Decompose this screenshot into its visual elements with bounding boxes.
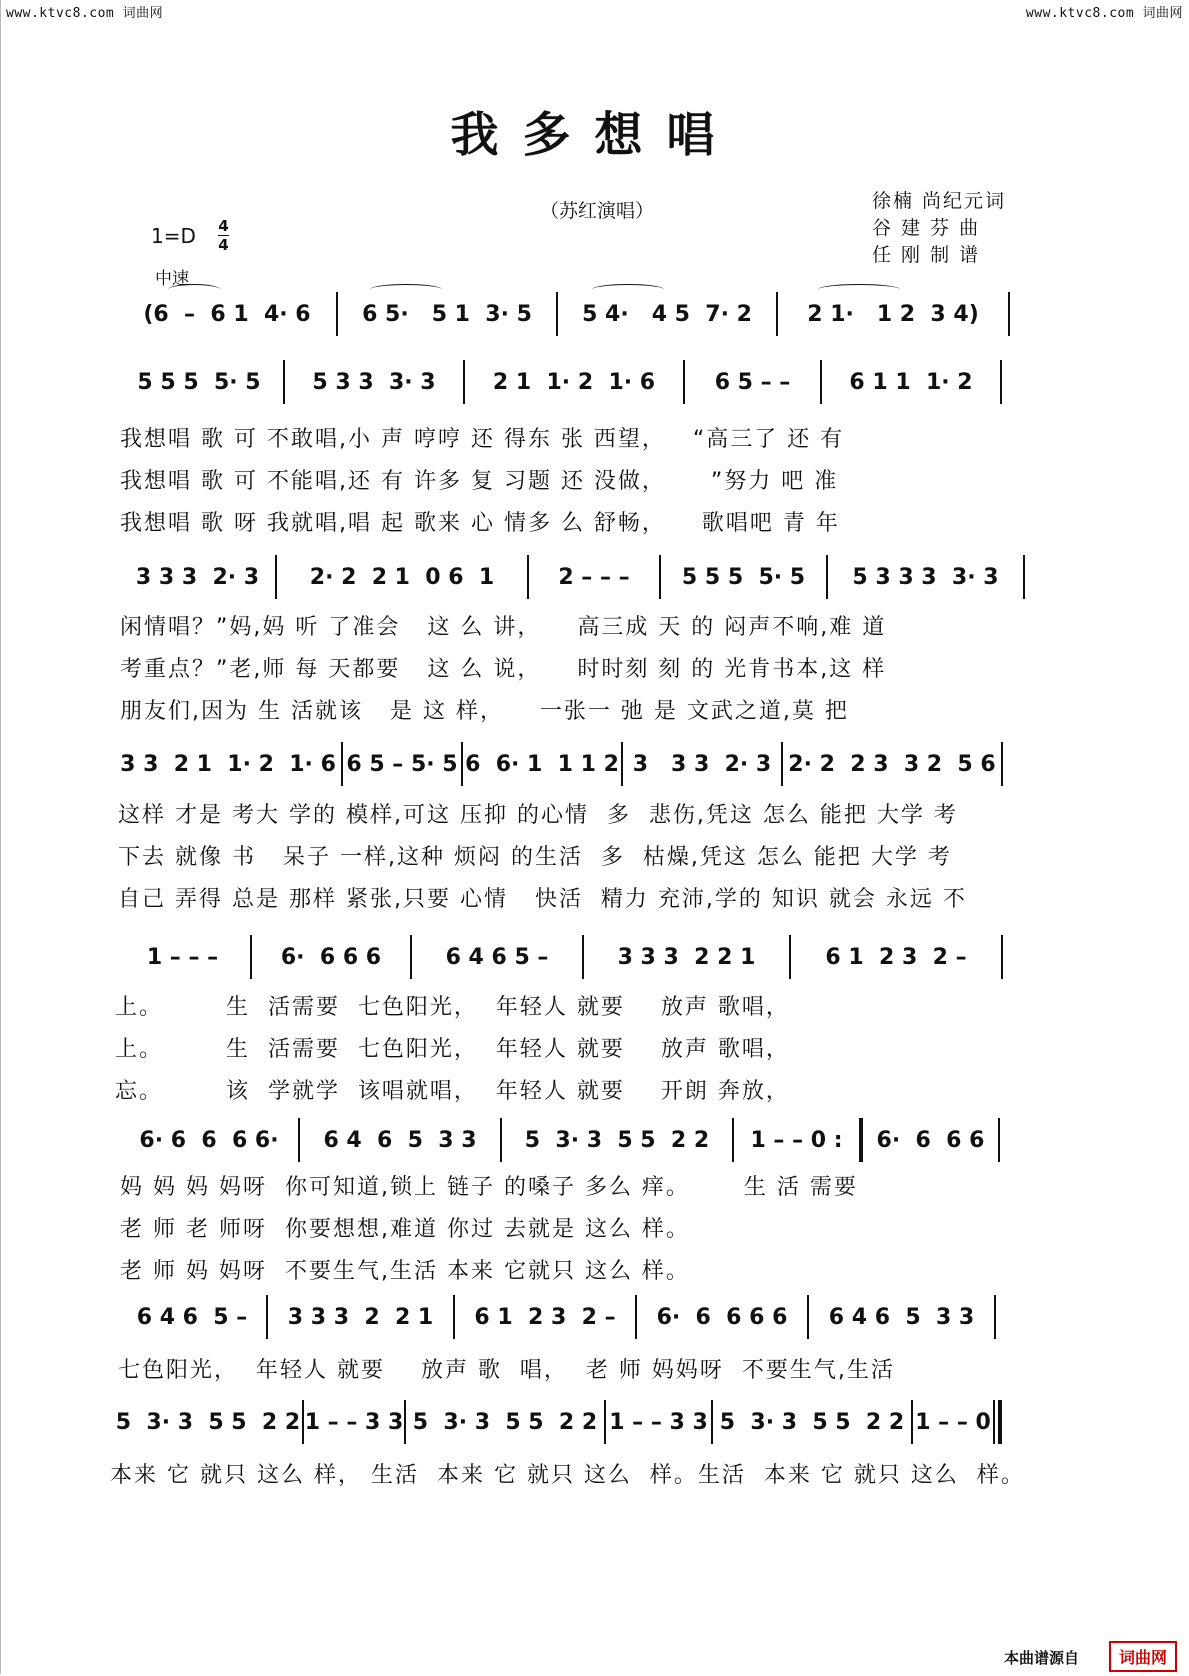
- barline: [1001, 935, 1003, 979]
- slur-mark: [592, 284, 664, 295]
- measure: 5 3· 3 5 5 2 2: [719, 1409, 905, 1435]
- lyric-verse-2: 考重点？”老,师 每 天都要 这 么 说， 时时刻 刻 的 光肯书本,这 样: [120, 657, 887, 682]
- performer: （苏红演唱）: [540, 200, 655, 222]
- lyric-verse-2: 我想唱 歌 可 不能唱,还 有 许多 复 习题 还 没做， ”努力 吧 准: [120, 469, 839, 494]
- measure: 6 5· 5 1 3· 5: [362, 301, 532, 327]
- notation-system-4: [0, 742, 1189, 786]
- notation-system-3: [0, 555, 1189, 599]
- measure: 6· 6 6 6 6·: [139, 1127, 279, 1153]
- time-signature-top: 4: [218, 217, 229, 235]
- slur-mark: [168, 284, 220, 295]
- credit-arranger: 任 刚 制 谱: [872, 244, 981, 266]
- lyric-verse-1: 我想唱 歌 可 不敢唱,小 声 哼哼 还 得东 张 西望， “高三了 还 有: [120, 427, 845, 452]
- measure: (6 – 6 1 4· 6: [143, 301, 311, 327]
- credit-composer: 谷 建 芬 曲: [872, 217, 981, 239]
- notation-system-7: [0, 1295, 1189, 1339]
- lyric-verse-2: 下去 就像 书 呆子 一样,这种 烦闷 的生活 多 枯燥,凭这 怎么 能把 大学 考: [118, 845, 952, 870]
- final-barline: [993, 1400, 1002, 1444]
- measure: 5 3· 3 5 5 2 2: [412, 1409, 598, 1435]
- measure: 5 3· 3 5 5 2 2: [115, 1409, 301, 1435]
- measure: 3 3 2 1 1· 2 1· 6: [120, 751, 336, 777]
- measure: 3 3 3 2 2 1: [287, 1304, 434, 1330]
- lyric-verse-1: 上。 生 活需要 七色阳光， 年轻人 就要 放声 歌唱，: [115, 995, 790, 1020]
- lyric-verse-3: 忘。 该 学就学 该唱就唱， 年轻人 就要 开朗 奔放，: [115, 1079, 790, 1104]
- lyric-line: 七色阳光， 年轻人 就要 放声 歌 唱， 老 师 妈妈呀 不要生气,生活: [118, 1358, 895, 1383]
- measure: 5 5 5 5· 5: [681, 564, 806, 590]
- key-signature: 1=D: [151, 224, 196, 248]
- slur-mark: [370, 284, 442, 295]
- measure: 1 – – –: [146, 944, 219, 970]
- time-signature-bottom: 4: [218, 236, 229, 254]
- measure: 2 1· 1 2 3 4): [807, 301, 979, 327]
- notation-system-2: [0, 360, 1189, 404]
- lyric-verse-3: 我想唱 歌 呀 我就唱,唱 起 歌来 心 情多 么 舒畅， 歌唱吧 青 年: [120, 511, 840, 536]
- measure: 5 3 3 3 3· 3: [852, 564, 999, 590]
- site-logo: 词曲网: [1109, 1641, 1177, 1672]
- measure: 6 6· 1 1 1 2: [465, 751, 619, 777]
- source-note: 本曲谱源自: [1003, 1649, 1079, 1667]
- time-signature: [218, 218, 229, 253]
- measure: 6 1 2 3 2 –: [474, 1304, 616, 1330]
- measure: 2· 2 2 1 0 6 1: [309, 564, 495, 590]
- measure: 2 – – –: [558, 564, 630, 590]
- barline: [998, 1118, 1000, 1162]
- credits: [872, 188, 1006, 269]
- lyric-line: 本来 它 就只 这么 样， 生活 本来 它 就只 这么 样。生活 本来 它 就只 这么 样。: [110, 1463, 1025, 1488]
- measure: 5 4· 4 5 7· 2: [582, 301, 752, 327]
- notation-system-5: [0, 935, 1189, 979]
- barline: [1008, 292, 1010, 336]
- measure: 5 5 5 5· 5: [137, 369, 261, 395]
- site-watermark-right: www.ktvc8.com 词曲网: [1025, 6, 1183, 21]
- measure: 5 3 3 3· 3: [312, 369, 436, 395]
- notation-system-1: [0, 292, 1189, 336]
- barline: [1000, 360, 1002, 404]
- measure: 3 3 3 2· 3: [135, 564, 260, 590]
- measure: 3 3 3 2 2 1: [617, 944, 756, 970]
- measure: 6 5 – 5· 5: [346, 751, 458, 777]
- slur-mark: [818, 284, 900, 295]
- measure: 6 1 1 1· 2: [849, 369, 973, 395]
- lyric-verse-1: 妈 妈 妈 妈呀 你可知道,锁上 链子 的嗓子 多么 痒。 生 活 需要: [120, 1175, 858, 1200]
- barline: [994, 1295, 996, 1339]
- measure: 6· 6 6 6: [280, 944, 382, 970]
- barline: [1023, 555, 1025, 599]
- measure: 6· 6 6 6: [876, 1127, 985, 1153]
- measure: 6 4 6 5 3 3: [323, 1127, 477, 1153]
- measure: 2· 2 2 3 3 2 5 6: [788, 751, 996, 777]
- measure: 6 4 6 5 3 3: [828, 1304, 975, 1330]
- measure: 1 – – 0 :: [750, 1127, 843, 1153]
- lyric-verse-2: 老 师 老 师呀 你要想想,难道 你过 去就是 这么 样。: [120, 1217, 690, 1242]
- lyric-verse-3: 朋友们,因为 生 活就该 是 这 样， 一张一 弛 是 文武之道,莫 把: [120, 699, 849, 724]
- measure: 6· 6 6 6 6: [656, 1304, 788, 1330]
- site-watermark-left: www.ktvc8.com 词曲网: [6, 6, 164, 21]
- measure: 2 1 1· 2 1· 6: [492, 369, 656, 395]
- lyric-verse-1: 闲情唱？”妈,妈 听 了准会 这 么 讲， 高三成 天 的 闷声不响,难 道: [120, 615, 887, 640]
- lyric-verse-2: 上。 生 活需要 七色阳光， 年轻人 就要 放声 歌唱，: [115, 1037, 790, 1062]
- measure: 1 – – 3 3: [609, 1409, 708, 1435]
- lyric-verse-3: 自己 弄得 总是 那样 紧张,只要 心情 快活 精力 充沛,学的 知识 就会 永远 不: [118, 887, 967, 912]
- measure: 6 5 – –: [714, 369, 791, 395]
- credit-lyricist: 徐楠 尚纪元词: [872, 190, 1007, 212]
- measure: 1 – – 0: [915, 1409, 991, 1435]
- barline: [1001, 742, 1003, 786]
- tempo-marking: 中速: [155, 269, 189, 289]
- song-title: 我多想唱: [450, 107, 739, 163]
- lyric-verse-1: 这样 才是 考大 学的 模样,可这 压抑 的心情 多 悲伤,凭这 怎么 能把 大学 考: [118, 803, 958, 828]
- measure: 6 1 2 3 2 –: [825, 944, 967, 970]
- lyric-verse-3: 老 师 妈 妈呀 不要生气,生活 本来 它就只 这么 样。: [120, 1259, 690, 1284]
- measure: 3 3 3 2· 3: [632, 751, 772, 777]
- measure: 6 4 6 5 –: [136, 1304, 248, 1330]
- measure: 1 – – 3 3: [304, 1409, 404, 1435]
- measure: 6 4 6 5 –: [445, 944, 549, 970]
- notation-system-6: [0, 1118, 1189, 1162]
- notation-system-8: [0, 1400, 1189, 1444]
- measure: 5 3· 3 5 5 2 2: [524, 1127, 710, 1153]
